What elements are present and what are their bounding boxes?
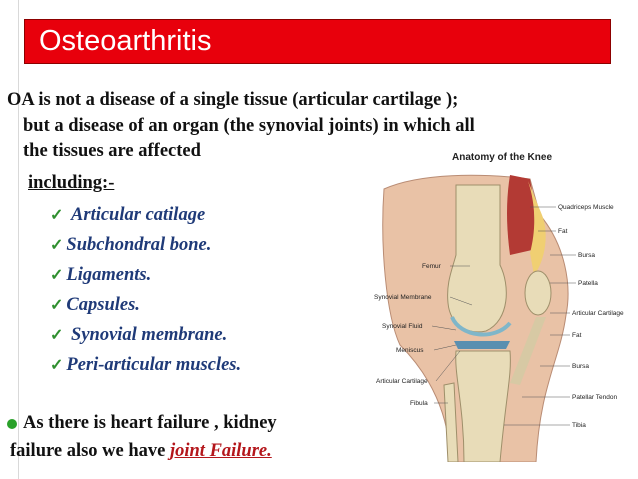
list-item bbox=[50, 320, 241, 350]
label-quadriceps: Quadriceps Muscle bbox=[558, 204, 614, 211]
label-articular-cartilage-right: Articular Cartilage bbox=[572, 310, 624, 317]
label-bursa-bottom: Bursa bbox=[572, 363, 589, 370]
list-item-text: Capsules. bbox=[66, 294, 140, 315]
knee-anatomy-figure bbox=[360, 145, 638, 462]
list-item bbox=[50, 230, 241, 260]
label-synovial-membrane: Synovial Membrane bbox=[374, 294, 432, 301]
label-meniscus: Meniscus bbox=[396, 347, 424, 354]
label-fat-top: Fat bbox=[558, 228, 568, 235]
list-item bbox=[50, 260, 241, 290]
check-icon: ✓ bbox=[50, 267, 64, 284]
label-fibula: Fibula bbox=[410, 400, 428, 407]
femur bbox=[448, 185, 507, 332]
check-icon: ✓ bbox=[50, 327, 64, 344]
slide-title: Osteoarthritis bbox=[39, 25, 212, 57]
check-icon: ✓ bbox=[50, 237, 64, 254]
check-icon: ✓ bbox=[50, 357, 64, 374]
check-icon: ✓ bbox=[50, 207, 64, 224]
list-item bbox=[50, 350, 241, 380]
intro-line-2: but a disease of an organ (the synovial joints) in which all bbox=[23, 115, 475, 136]
patella bbox=[525, 271, 551, 315]
list-item bbox=[50, 200, 241, 230]
label-patella: Patella bbox=[578, 280, 598, 287]
bullet-text: As there is heart failure , kidney bbox=[23, 413, 277, 433]
label-articular-cartilage-left: Articular Cartilage bbox=[376, 378, 428, 385]
intro-line-3: the tissues are affected bbox=[23, 141, 201, 161]
list-item-text: Subchondral bone. bbox=[66, 234, 212, 255]
label-patellar-tendon: Patellar Tendon bbox=[572, 394, 618, 401]
joint-failure-emphasis: joint Failure. bbox=[169, 441, 272, 461]
label-tibia: Tibia bbox=[572, 422, 586, 429]
label-fat-mid: Fat bbox=[572, 332, 582, 339]
bullet-continuation-text: failure also we have bbox=[10, 441, 170, 461]
label-synovial-fluid: Synovial Fluid bbox=[382, 323, 423, 330]
bullet-line bbox=[7, 413, 277, 434]
list-item bbox=[50, 290, 241, 320]
including-label: including:- bbox=[28, 173, 115, 193]
list-item-text: Ligaments. bbox=[66, 264, 152, 285]
knee-figure-title: Anatomy of the Knee bbox=[452, 152, 553, 163]
list-item-text: Peri-articular muscles. bbox=[66, 354, 242, 375]
meniscus bbox=[454, 341, 510, 349]
list-item-text: Articular catilage bbox=[71, 204, 206, 225]
label-bursa-top: Bursa bbox=[578, 252, 595, 259]
intro-line-1: OA is not a disease of a single tissue (articular cartilage ); bbox=[7, 90, 459, 110]
label-femur: Femur bbox=[422, 263, 441, 270]
check-icon: ✓ bbox=[50, 297, 64, 314]
tissue-list bbox=[50, 200, 241, 380]
bullet-continuation bbox=[10, 441, 272, 462]
bullet-dot-icon bbox=[7, 419, 17, 429]
title-bar bbox=[24, 19, 611, 64]
list-item-text: Synovial membrane. bbox=[71, 324, 228, 345]
